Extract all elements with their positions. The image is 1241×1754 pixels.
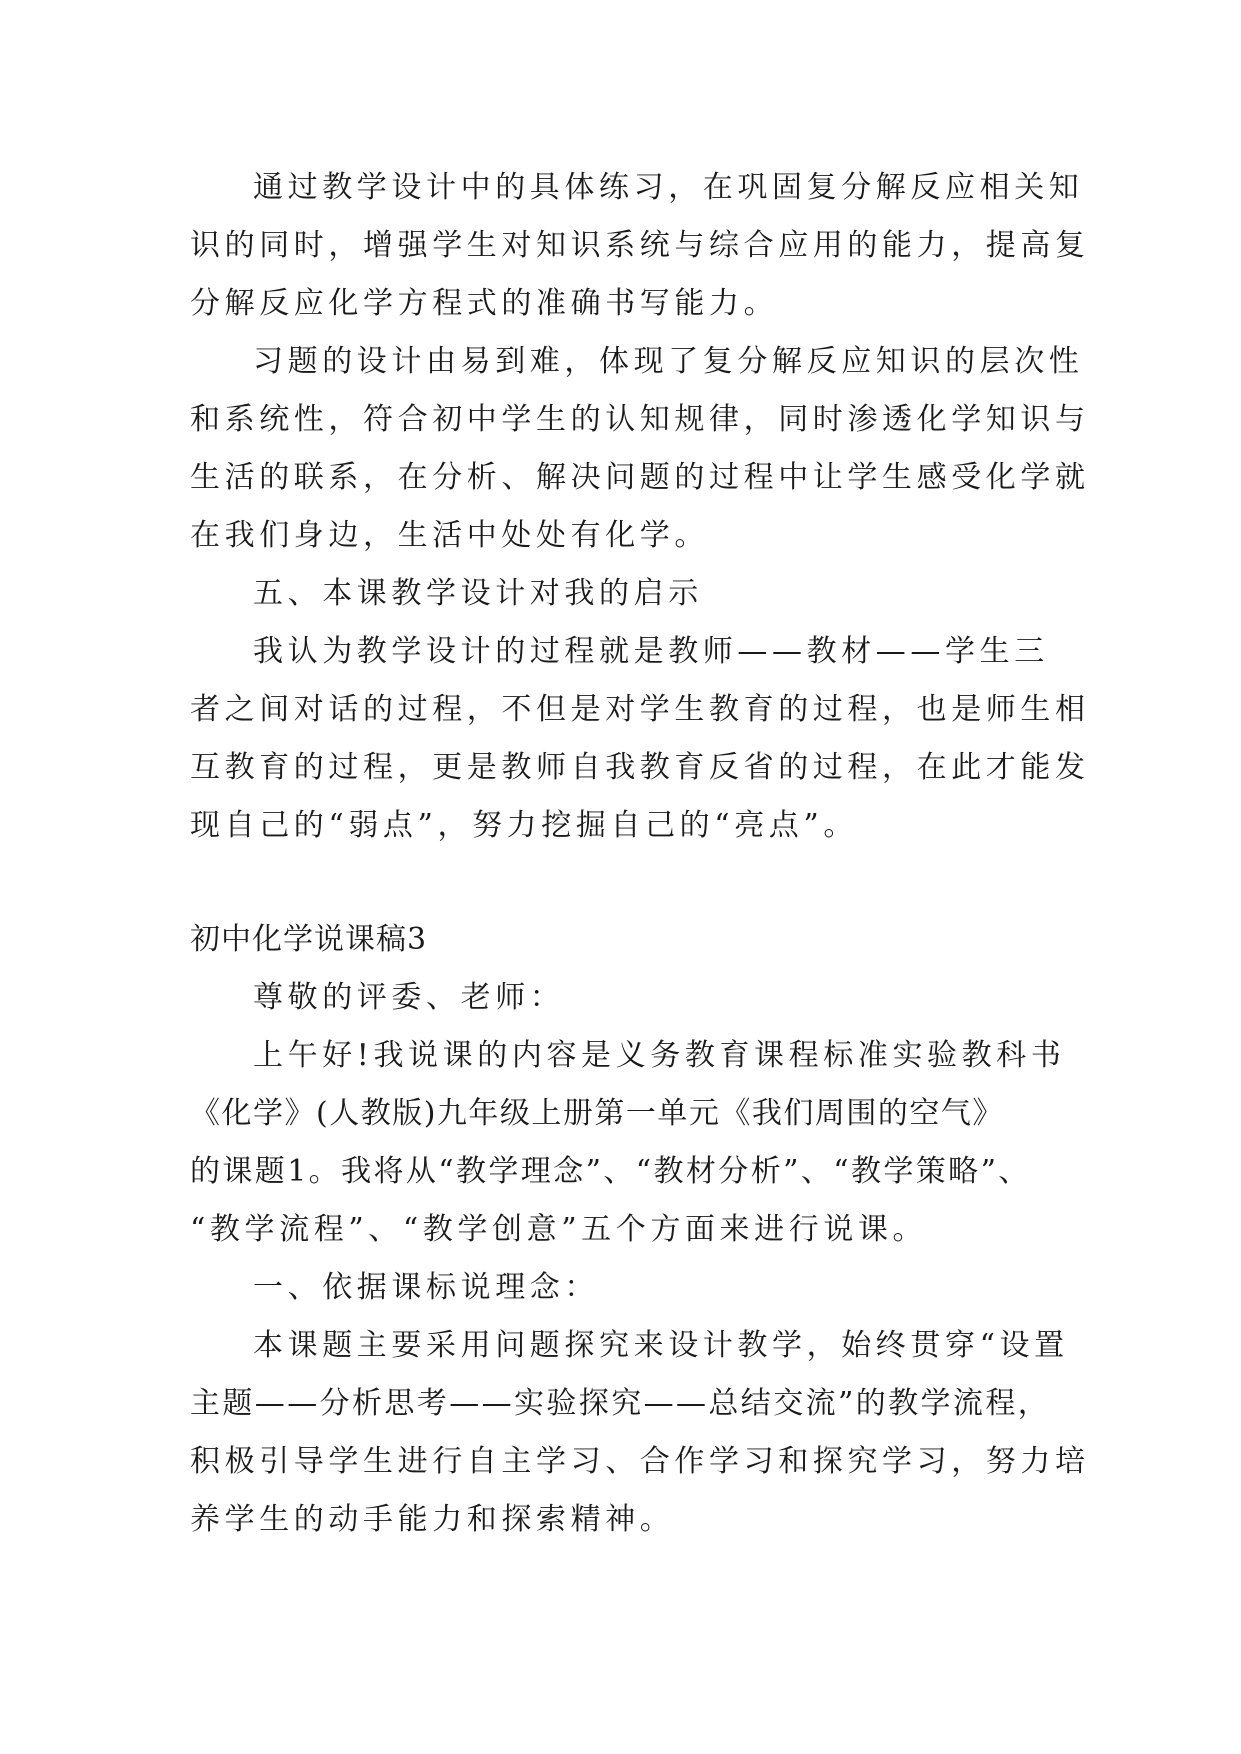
section-heading: 五、本课教学设计对我的启示 — [253, 576, 703, 611]
paragraph-line: 在我们身边，生活中处处有化学。 — [190, 518, 709, 553]
paragraph-line: 通过教学设计中的具体练习，在巩固复分解反应相关知 — [253, 170, 1084, 205]
paragraph-line: 本课题主要采用问题探究来设计教学，始终贯穿“设置 — [253, 1328, 1069, 1363]
section-heading: 一、依据课标说理念： — [253, 1270, 599, 1305]
paragraph-line: 现自己的“弱点”，努力挖掘自己的“亮点”。 — [190, 808, 858, 843]
paragraph-line: 养学生的动手能力和探索精神。 — [190, 1502, 675, 1537]
paragraph-line: 上午好!我说课的内容是义务教育课程标准实验教科书 — [253, 1038, 1066, 1073]
paragraph-line: 《化学》(人教版)九年级上册第一单元《我们周围的空气》 — [190, 1096, 1004, 1131]
paragraph-line: 习题的设计由易到难，体现了复分解反应知识的层次性 — [253, 344, 1084, 379]
paragraph-line: 互教育的过程，更是教师自我教育反省的过程，在此才能发 — [190, 750, 1090, 785]
paragraph-line: 积极引导学生进行自主学习、合作学习和探究学习，努力培 — [190, 1444, 1090, 1479]
paragraph-line: 分解反应化学方程式的准确书写能力。 — [190, 286, 779, 321]
paragraph-line: 主题——分析思考——实验探究——总结交流”的教学流程， — [190, 1386, 1051, 1421]
paragraph-line: “教学流程”、“教学创意”五个方面来进行说课。 — [190, 1212, 928, 1247]
paragraph-line: 识的同时，增强学生对知识系统与综合应用的能力，提高复 — [190, 228, 1090, 263]
document-title: 初中化学说课稿3 — [190, 922, 428, 957]
paragraph-line: 和系统性，符合初中学生的认知规律，同时渗透化学知识与 — [190, 402, 1090, 437]
paragraph-line: 生活的联系，在分析、解决问题的过程中让学生感受化学就 — [190, 460, 1090, 495]
paragraph-line: 我认为教学设计的过程就是教师——教材——学生三 — [253, 634, 1049, 669]
paragraph-line: 的课题1。我将从“教学理念”、“教材分析”、“教学策略”、 — [190, 1154, 1031, 1189]
greeting-line: 尊敬的评委、老师： — [253, 980, 565, 1015]
paragraph-line: 者之间对话的过程，不但是对学生教育的过程，也是师生相 — [190, 692, 1090, 727]
